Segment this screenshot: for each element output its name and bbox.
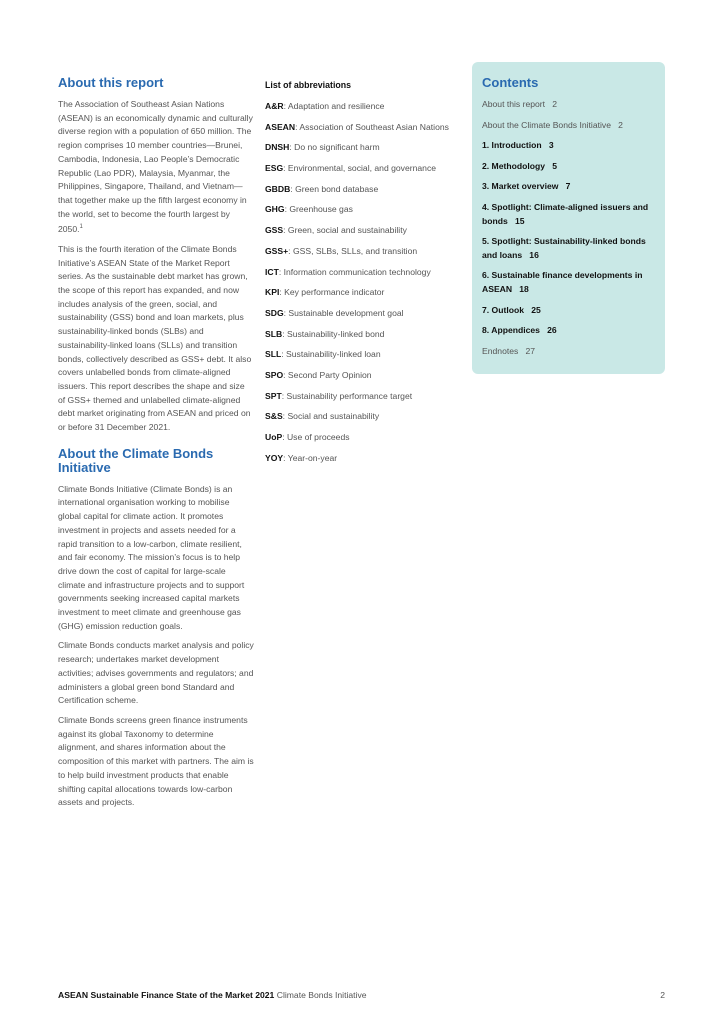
contents-item[interactable] bbox=[482, 180, 655, 194]
contents-item[interactable] bbox=[482, 269, 655, 296]
left-column bbox=[58, 76, 254, 816]
about-cbi-paragraph-2: Climate Bonds conducts market analysis and policy research; undertakes market development activities; advises governments and regulators; and administers a global green bond Standard and Certification scheme. bbox=[58, 640, 254, 706]
contents-item[interactable] bbox=[482, 160, 655, 174]
abbreviation-item bbox=[265, 369, 465, 381]
abbreviation-item bbox=[265, 266, 465, 278]
abbreviations-list bbox=[265, 100, 465, 464]
contents-item-label: About this report bbox=[482, 99, 546, 109]
contents-item-label: About the Climate Bonds Initiative bbox=[482, 119, 611, 130]
contents-item-page: 5 bbox=[552, 160, 557, 171]
contents-box bbox=[472, 62, 665, 374]
contents-item[interactable] bbox=[482, 324, 655, 338]
contents-item[interactable] bbox=[482, 235, 655, 262]
contents-item-label: 3. Market overview bbox=[482, 181, 559, 192]
abbreviation-term: GSS+ bbox=[265, 245, 289, 256]
abbreviation-term: ESG bbox=[265, 163, 284, 174]
contents-item[interactable] bbox=[482, 201, 655, 228]
abbreviation-term: SPT bbox=[265, 390, 282, 401]
abbreviation-item bbox=[265, 431, 465, 443]
abbreviation-term: UoP bbox=[265, 432, 283, 442]
abbreviation-item bbox=[265, 183, 465, 195]
abbreviation-term: GSS bbox=[265, 225, 284, 236]
abbreviation-term: SPO bbox=[265, 369, 284, 380]
contents-item-page: 25 bbox=[531, 304, 541, 315]
abbreviation-definition: : Key performance indicator bbox=[279, 287, 385, 298]
page-footer bbox=[58, 989, 665, 1001]
abbreviation-item bbox=[265, 162, 465, 174]
contents-item-label: 8. Appendices bbox=[482, 325, 540, 336]
contents-item-label: Endnotes bbox=[482, 345, 519, 356]
abbreviation-definition: : Greenhouse gas bbox=[284, 204, 353, 215]
abbreviation-definition: : Second Party Opinion bbox=[283, 369, 372, 380]
abbreviation-definition: : Green, social and sustainability bbox=[283, 225, 407, 236]
abbreviation-definition: : Use of proceeds bbox=[282, 432, 350, 442]
abbreviation-item bbox=[265, 121, 465, 133]
abbreviation-item bbox=[265, 203, 465, 215]
abbreviation-item bbox=[265, 328, 465, 340]
contents-item-label: 7. Outlook bbox=[482, 304, 525, 315]
contents-item[interactable] bbox=[482, 304, 655, 318]
contents-item-page: 2 bbox=[552, 99, 558, 109]
abbreviation-term: GHG bbox=[265, 204, 285, 215]
abbreviation-definition: : Sustainability performance target bbox=[281, 390, 413, 401]
abbreviation-definition: : GSS, SLBs, SLLs, and transition bbox=[288, 245, 418, 256]
abbreviation-term: KPI bbox=[265, 287, 280, 298]
contents-item-label: 5. Spotlight: Sustainability-linked bonds and loans bbox=[482, 236, 646, 260]
abbreviation-item bbox=[265, 348, 465, 360]
abbreviation-item bbox=[265, 410, 465, 422]
about-cbi-paragraph-3: Climate Bonds screens green finance instruments against its global Taxonomy to determine alignment, and shares information about the composition of this market with partners. The aim is to help build investment products that enable shifting capital allocations towards low-carbon assets and projects. bbox=[58, 714, 254, 808]
contents-item-page: 26 bbox=[547, 325, 557, 336]
abbreviation-item bbox=[265, 286, 465, 298]
contents-item[interactable] bbox=[482, 98, 655, 112]
abbreviation-term: DNSH bbox=[265, 142, 290, 153]
abbreviation-definition: : Year-on-year bbox=[283, 452, 338, 463]
abbreviation-term: YOY bbox=[265, 452, 284, 463]
contents-item-label: 2. Methodology bbox=[482, 160, 546, 171]
abbreviation-definition: : Environmental, social, and governance bbox=[283, 163, 437, 174]
about-report-paragraph-1: The Association of Southeast Asian Nations (ASEAN) is an economically dynamic and culturally diverse region with a population of 650 million. The region comprises 10 member countries—Brunei, Cambodia, Indonesia, Lao People’s Democratic Republic (Lao PDR), Malaysia, Myanmar, the Philippines, Singapore, Thailand, and Vietnam—that together make up the fifth largest economy in the world, set to become the fourth largest by 2050.$^1$ bbox=[58, 99, 253, 235]
footnote-ref: 1 bbox=[79, 224, 83, 231]
abbreviation-definition: : Adaptation and resilience bbox=[283, 101, 385, 111]
abbreviation-definition: : Sustainability-linked loan bbox=[281, 349, 381, 360]
about-cbi-paragraph-1: Climate Bonds Initiative (Climate Bonds) is an international organisation working to mobilise global capital for climate action. It promotes investment in projects and assets needed for a rapid transition to a low-carbon, climate resilient, and fair economy. The mission’s focus is to help drive down the cost of capital for large-scale climate and infrastructure projects and to support governments seeking increased capital markets investment to meet climate and greenhouse gas (GHG) emission reduction goals. bbox=[58, 483, 245, 631]
contents-heading: Contents bbox=[482, 75, 539, 90]
footer-org: Climate Bonds Initiative bbox=[276, 990, 367, 1000]
about-report-heading: About this report bbox=[58, 75, 164, 90]
abbreviation-term: SLB bbox=[265, 328, 283, 339]
abbreviation-term: SLL bbox=[265, 349, 282, 360]
contents-item-label: 1. Introduction bbox=[482, 140, 542, 151]
contents-item[interactable] bbox=[482, 345, 655, 359]
contents-list bbox=[482, 98, 655, 358]
abbreviation-term: S&S bbox=[265, 411, 283, 422]
about-report-paragraph-2: This is the fourth iteration of the Climate Bonds Initiative’s ASEAN State of the Market Report series. As the sustainable debt market has grown, the scope of this report has expanded, and now includes analysis of the green, social, and sustainability (GSS) bond and loan markets, plus sustainability-linked bonds (SLBs) and sustainability-linked loans (SLLs) and transition bonds, collectively described as GSS+ debt. It also covers unlabelled bonds from climate-aligned issuers. This report describes the shape and size of GSS+ themed and unlabelled climate-aligned debt market originating from ASEAN and priced on or before 31 December 2021. bbox=[58, 243, 252, 433]
contents-item-page: 3 bbox=[548, 140, 554, 151]
abbreviation-term: SDG bbox=[265, 307, 284, 318]
page-number: 2 bbox=[660, 990, 665, 1000]
contents-item-label: 4. Spotlight: Climate-aligned issuers and bonds bbox=[482, 201, 649, 226]
contents-item-page: 16 bbox=[529, 249, 539, 260]
abbreviation-item bbox=[265, 245, 465, 257]
abbreviation-definition: : Information communication technology bbox=[278, 266, 431, 277]
abbreviation-item bbox=[265, 390, 465, 402]
contents-item[interactable] bbox=[482, 119, 655, 133]
abbreviation-definition: : Green bond database bbox=[290, 183, 379, 194]
abbreviation-definition: : Sustainability-linked bond bbox=[282, 328, 385, 339]
abbreviations-title: List of abbreviations bbox=[265, 80, 352, 90]
abbreviation-term: A&R bbox=[265, 101, 284, 111]
about-cbi-heading: About the Climate Bonds Initiative bbox=[58, 445, 214, 475]
abbreviation-item bbox=[265, 100, 465, 112]
abbreviation-definition: : Sustainable development goal bbox=[283, 307, 404, 318]
footer-report-title: ASEAN Sustainable Finance State of the Market 2021 bbox=[58, 990, 275, 1000]
abbreviation-item bbox=[265, 224, 465, 236]
contents-item-label: 6. Sustainable finance developments in ASEAN bbox=[482, 270, 643, 294]
abbreviation-definition: : Do no significant harm bbox=[289, 142, 380, 153]
contents-item-page: 7 bbox=[565, 181, 571, 192]
abbreviations-column bbox=[265, 79, 465, 472]
abbreviation-term: ASEAN bbox=[265, 121, 296, 132]
abbreviation-item bbox=[265, 141, 465, 153]
abbreviation-definition: : Social and sustainability bbox=[282, 411, 380, 422]
abbreviation-item bbox=[265, 307, 465, 319]
contents-item-page: 2 bbox=[618, 119, 623, 130]
contents-item-page: 18 bbox=[519, 283, 529, 294]
contents-item-page: 15 bbox=[514, 215, 525, 226]
abbreviation-item bbox=[265, 452, 465, 464]
abbreviation-term: GBDB bbox=[265, 183, 291, 194]
abbreviation-definition: : Association of Southeast Asian Nations bbox=[295, 121, 449, 132]
contents-item-page: 27 bbox=[525, 345, 536, 356]
contents-item[interactable] bbox=[482, 139, 655, 153]
abbreviation-term: ICT bbox=[265, 266, 279, 277]
